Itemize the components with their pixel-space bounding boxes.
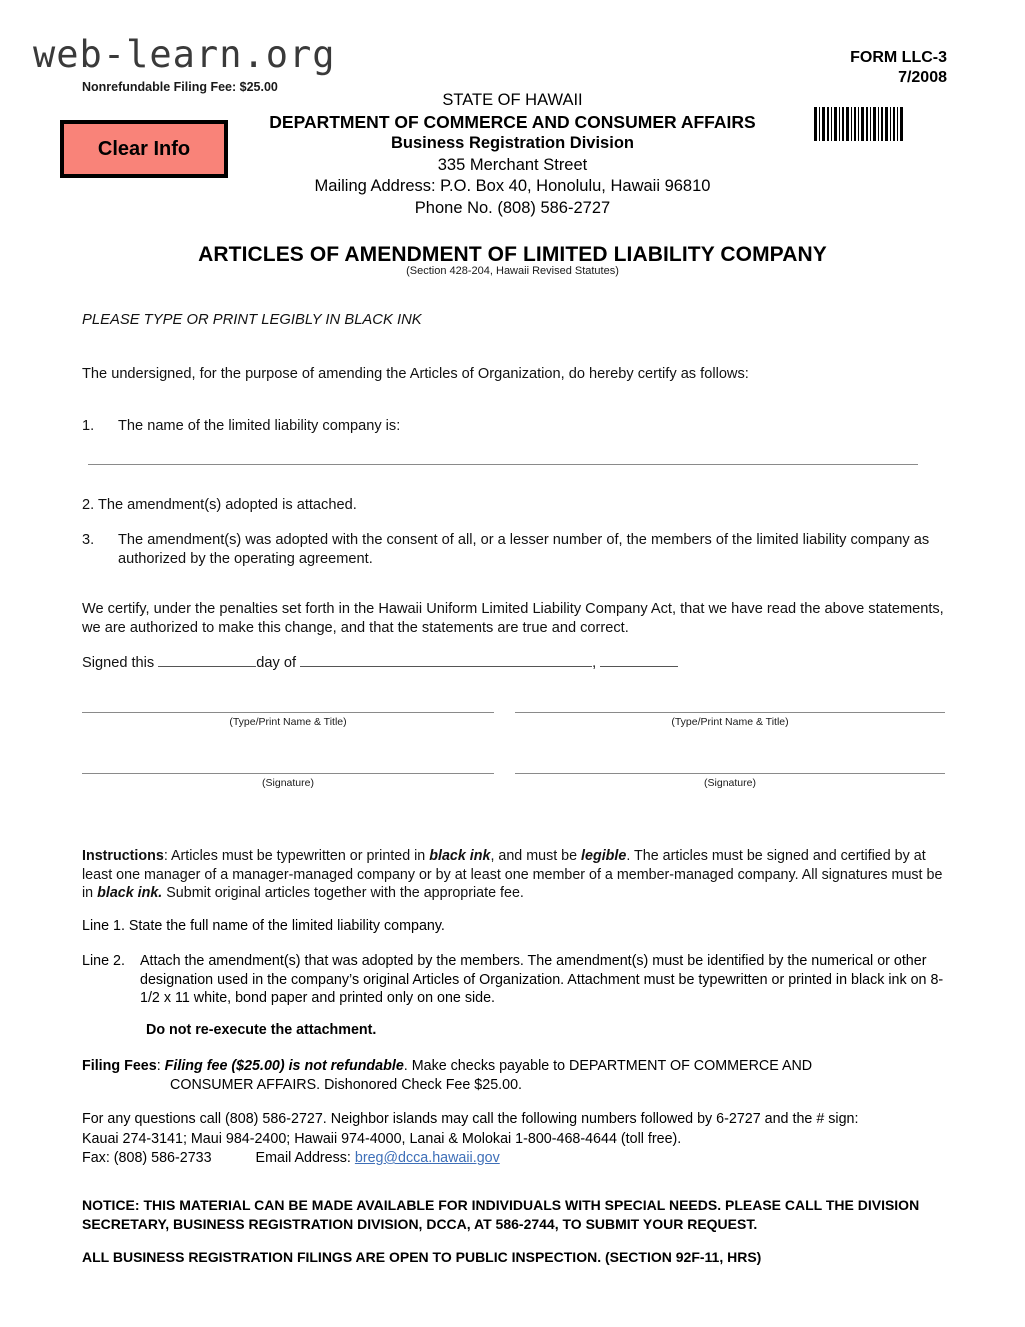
- filing-fees-label: Filing Fees: [82, 1058, 157, 1074]
- signed-month-field[interactable]: [300, 652, 592, 667]
- instructions-em1: black ink: [429, 848, 491, 864]
- contact-block: [82, 1110, 962, 1169]
- department-line: DEPARTMENT OF COMMERCE AND CONSUMER AFFAIRS: [269, 111, 756, 132]
- document-subtitle: (Section 428-204, Hawaii Revised Statutes): [406, 265, 619, 277]
- item-3: [82, 531, 950, 569]
- signed-year-field[interactable]: [600, 652, 678, 667]
- clear-info-button[interactable]: Clear Info: [60, 120, 228, 178]
- instructions-em3: black ink.: [97, 885, 163, 902]
- name-title-line-left[interactable]: [82, 712, 494, 713]
- day-of-label: day of: [256, 655, 297, 671]
- undersigned-paragraph: The undersigned, for the purpose of amending the Articles of Organization, do hereby certify as follows:: [82, 366, 749, 382]
- instructions-paragraph: [82, 847, 952, 903]
- fax-number: Fax: (808) 586-2733: [82, 1150, 212, 1166]
- filing-fees-emphasis: Filing fee ($25.00) is not refundable: [164, 1058, 404, 1074]
- instruction-line-2-label: Line 2.: [82, 953, 125, 969]
- division-line: Business Registration Division: [391, 134, 634, 152]
- name-title-line-right[interactable]: [515, 712, 945, 713]
- signed-day-field[interactable]: [158, 652, 256, 667]
- signature-line-left[interactable]: [82, 773, 494, 774]
- name-title-block-right: [515, 712, 945, 728]
- site-watermark: web-learn.org: [33, 33, 336, 76]
- signature-caption-left: (Signature): [262, 777, 314, 789]
- signature-caption-right: (Signature): [704, 777, 756, 789]
- name-title-block-left: [82, 712, 494, 728]
- signed-comma: ,: [592, 655, 597, 671]
- instruction-line-1: Line 1. State the full name of the limited liability company.: [82, 918, 445, 934]
- filing-fees-block: [82, 1057, 958, 1094]
- form-number-block: [850, 48, 947, 88]
- instruction-line-2: [82, 952, 958, 1008]
- agency-header: [0, 90, 1025, 219]
- email-label: Email Address:: [255, 1150, 351, 1166]
- item-1: [82, 417, 962, 436]
- instructions-label: Instructions: [82, 848, 164, 864]
- state-line: STATE OF HAWAII: [442, 91, 583, 109]
- contact-line-2: Kauai 274-3141; Maui 984-2400; Hawaii 974-4000, Lanai & Molokai 1-800-468-4644 (toll free).: [82, 1130, 682, 1147]
- special-needs-notice: NOTICE: THIS MATERIAL CAN BE MADE AVAILABLE FOR INDIVIDUALS WITH SPECIAL NEEDS. PLEASE CALL THE DIVISION SECRETARY, BUSINESS REGISTRATION DIVISION, DCCA, AT 586-2744, TO SUBMIT YOUR REQUEST.: [82, 1197, 920, 1232]
- item-1-text: The name of the limited liability company is:: [118, 418, 401, 434]
- form-date: 7/2008: [898, 69, 947, 86]
- phone-line: Phone No. (808) 586-2727: [414, 198, 611, 217]
- instructions-em2: legible: [581, 848, 627, 864]
- document-title: ARTICLES OF AMENDMENT OF LIMITED LIABILITY COMPANY: [198, 243, 827, 266]
- form-number: FORM LLC-3: [850, 49, 947, 66]
- public-inspection-notice: ALL BUSINESS REGISTRATION FILINGS ARE OPEN TO PUBLIC INSPECTION. (SECTION 92F-11, HRS): [82, 1249, 762, 1265]
- signature-block-left: [82, 773, 494, 789]
- email-link[interactable]: breg@dcca.hawaii.gov: [354, 1150, 500, 1166]
- street-line: 335 Merchant Street: [437, 155, 588, 174]
- certification-paragraph: We certify, under the penalties set forth in the Hawaii Uniform Limited Liability Company Act, that we have read the above statements, we are authorized to make this change, and that the statements are true and correct.: [82, 601, 944, 636]
- instructions-p1d: Submit original articles together with the appropriate fee.: [162, 885, 524, 902]
- item-3-text: The amendment(s) was adopted with the consent of all, or a lesser number of, the members of the limited liability company as authorized by the operating agreement.: [118, 532, 930, 567]
- do-not-reexecute-note: Do not re-execute the attachment.: [146, 1022, 377, 1038]
- item-3-number: 3.: [82, 532, 95, 548]
- signature-line-right[interactable]: [515, 773, 945, 774]
- contact-line-3: [82, 1149, 962, 1169]
- filing-fees-colon: :: [156, 1058, 165, 1074]
- signed-this-line: [82, 652, 678, 671]
- filing-fees-rest: . Make checks payable to DEPARTMENT OF COMMERCE AND: [403, 1058, 813, 1074]
- instructions-p1b: , and must be: [490, 848, 582, 864]
- item-2: 2. The amendment(s) adopted is attached.: [82, 497, 357, 513]
- print-legibly-notice: PLEASE TYPE OR PRINT LEGIBLY IN BLACK INK: [82, 312, 422, 328]
- instructions-p1c: . The articles must be signed and certified by at least one manager of a manager-managed company or by at least one member of a member-managed company. All signatures must be in: [82, 848, 943, 902]
- filing-fees-line2: CONSUMER AFFAIRS. Dishonored Check Fee $25.00.: [170, 1076, 523, 1093]
- nonrefundable-fee-note: Nonrefundable Filing Fee: $25.00: [82, 80, 278, 94]
- company-name-input-line[interactable]: [88, 464, 918, 465]
- mailing-line: Mailing Address: P.O. Box 40, Honolulu, Hawaii 96810: [314, 177, 711, 195]
- item-1-number: 1.: [82, 418, 95, 434]
- signature-block-right: [515, 773, 945, 789]
- name-title-caption-left: (Type/Print Name & Title): [229, 716, 347, 728]
- signed-prefix-label: Signed this: [82, 655, 155, 671]
- instructions-p1a: : Articles must be typewritten or printed in: [163, 848, 430, 864]
- contact-line-1: For any questions call (808) 586-2727. Neighbor islands may call the following numbers followed by 6-2727 and the # sign:: [82, 1111, 859, 1127]
- instruction-line-2-text: Attach the amendment(s) that was adopted by the members. The amendment(s) must be identified by the numerical or other designation used in the company’s original Articles of Organization. Attachment must be typewritten or printed in black ink on 8-1/2 x 11 white, bond paper and printed only on one side.: [140, 953, 944, 1007]
- name-title-caption-right: (Type/Print Name & Title): [671, 716, 789, 728]
